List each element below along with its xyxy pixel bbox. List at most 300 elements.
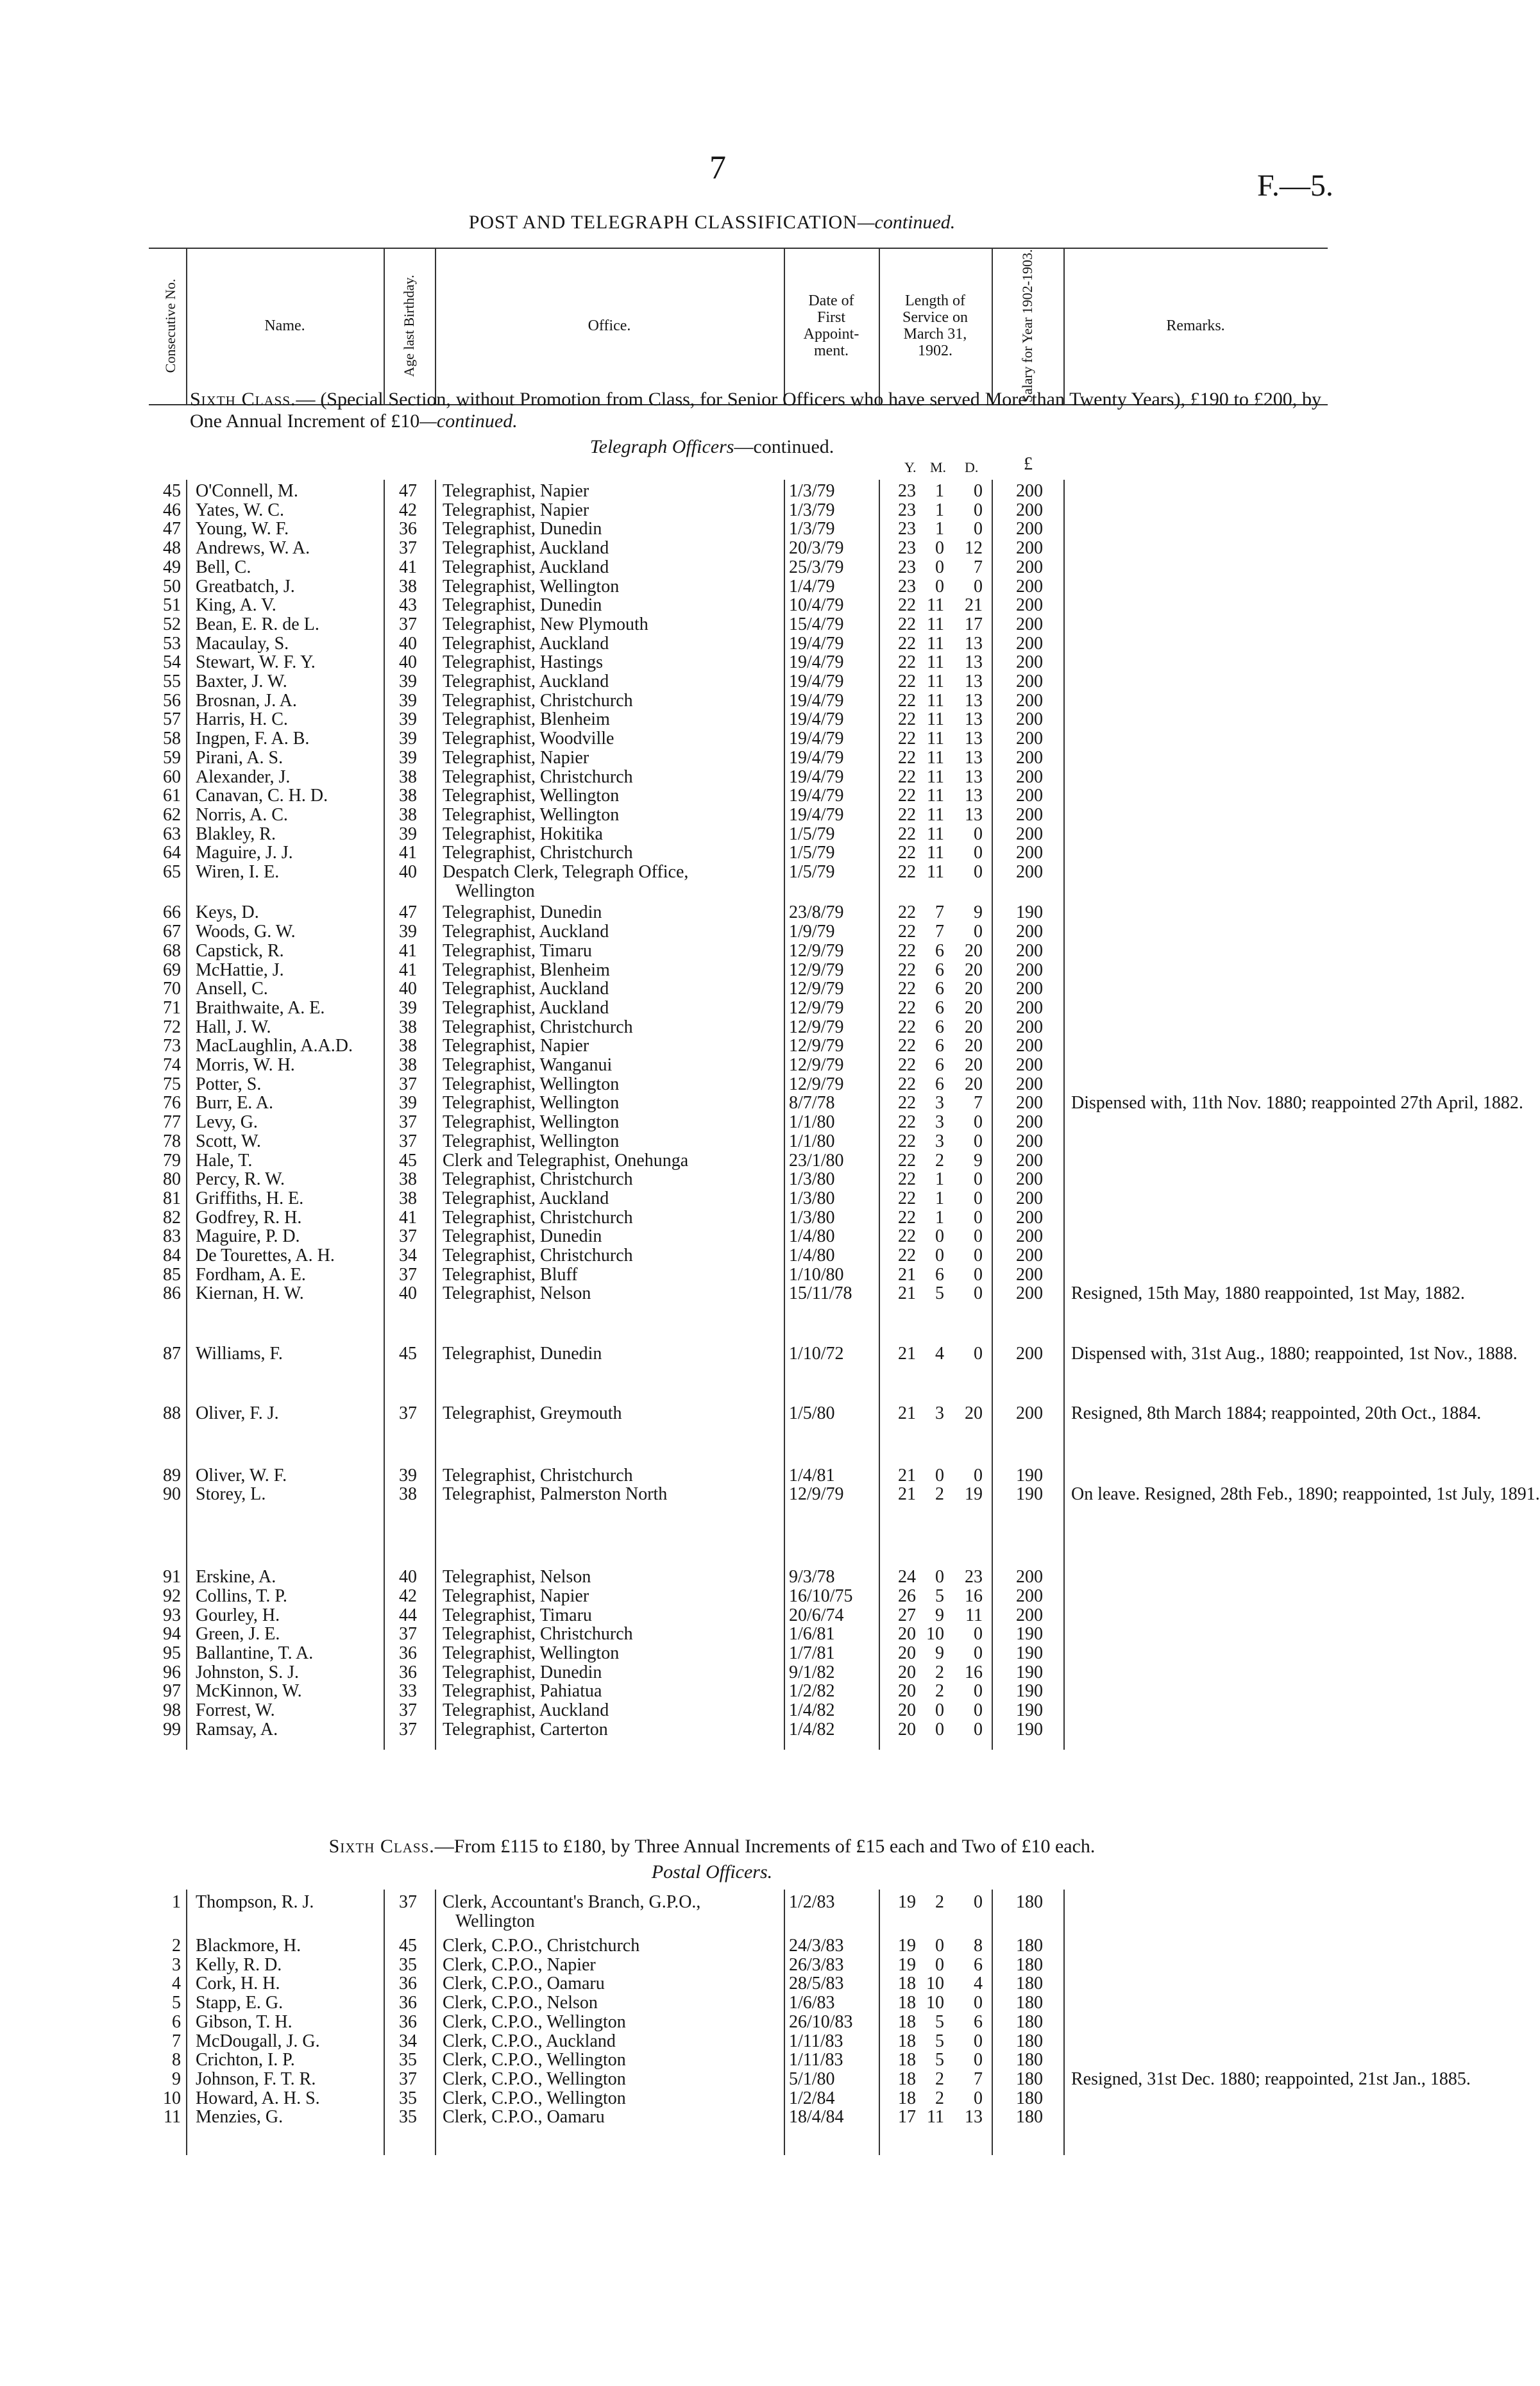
service-years: 22	[898, 595, 916, 616]
employee-name: Pirani, A. S.	[196, 747, 283, 768]
salary-value: 200	[1016, 519, 1043, 539]
employee-age: 44	[399, 1605, 417, 1625]
row-number: 47	[163, 519, 181, 539]
employee-age: 35	[399, 2050, 417, 2070]
salary-value: 200	[1016, 1112, 1043, 1133]
appointment-date: 26/10/83	[789, 2011, 853, 2032]
employee-office: Telegraphist, Christchurch	[443, 843, 633, 863]
salary-value: 200	[1016, 1605, 1043, 1625]
employee-age: 35	[399, 2088, 417, 2108]
service-months: 11	[927, 804, 944, 825]
appointment-date: 1/1/80	[789, 1131, 835, 1151]
row-number: 75	[163, 1074, 181, 1094]
service-months: 11	[927, 2107, 944, 2128]
service-years: 23	[898, 481, 916, 501]
employee-name: Canavan, C. H. D.	[196, 786, 328, 806]
service-years: 20	[898, 1719, 916, 1739]
employee-office: Telegraphist, Dunedin	[443, 1662, 602, 1682]
employee-name: Blackmore, H.	[196, 1936, 301, 1956]
employee-age: 37	[399, 1131, 417, 1151]
service-days: 20	[965, 1036, 983, 1056]
service-years: 22	[898, 786, 916, 806]
service-days: 0	[974, 1343, 983, 1364]
employee-age: 40	[399, 633, 417, 654]
appointment-date: 9/3/78	[789, 1567, 835, 1587]
employee-office: Telegraphist, Auckland	[443, 633, 609, 654]
employee-age: 45	[399, 1936, 417, 1956]
service-years: 22	[898, 1207, 916, 1228]
salary-value: 200	[1016, 1264, 1043, 1285]
employee-name: Stapp, E. G.	[196, 1993, 283, 2013]
employee-age: 41	[399, 940, 417, 961]
service-years: 21	[898, 1283, 916, 1304]
service-days: 0	[974, 824, 983, 844]
remarks-text: On leave. Resigned, 28th Feb., 1890; reappointed, 1st July, 1891.	[1071, 1484, 1540, 1505]
service-days: 13	[965, 766, 983, 787]
employee-age: 39	[399, 1465, 417, 1485]
employee-office: Clerk, C.P.O., Nelson	[443, 1993, 598, 2013]
employee-age: 36	[399, 1974, 417, 1994]
row-number: 64	[163, 843, 181, 863]
service-days: 0	[974, 519, 983, 539]
salary-value: 190	[1016, 1662, 1043, 1682]
service-months: 11	[927, 672, 944, 691]
service-days: 20	[965, 960, 983, 980]
employee-office: Telegraphist, Christchurch	[443, 690, 633, 711]
service-days: 0	[974, 1207, 983, 1228]
employee-name: Macaulay, S.	[196, 633, 289, 654]
service-days: 0	[974, 500, 983, 520]
salary-value: 200	[1016, 804, 1043, 825]
service-years: 20	[898, 1662, 916, 1682]
employee-office: Telegraphist, Blenheim	[443, 709, 610, 730]
header-remarks: Remarks.	[1166, 317, 1225, 334]
section2-class-label: Sixth Class.	[328, 1836, 435, 1857]
service-days: 0	[974, 1465, 983, 1485]
row-number: 55	[163, 672, 181, 691]
employee-name: Johnson, F. T. R.	[196, 2069, 316, 2089]
row-number: 61	[163, 786, 181, 806]
salary-value: 190	[1016, 1719, 1043, 1739]
employee-age: 36	[399, 1993, 417, 2013]
employee-age: 40	[399, 862, 417, 882]
employee-age: 37	[399, 1226, 417, 1247]
row-number: 57	[163, 709, 181, 730]
employee-office: Telegraphist, Timaru	[443, 1605, 592, 1625]
employee-office: Telegraphist, Napier	[443, 1586, 589, 1606]
employee-office: Telegraphist, Blenheim	[443, 960, 610, 980]
service-months: 0	[935, 1246, 944, 1265]
service-years: 18	[898, 2011, 916, 2032]
service-days: 13	[965, 633, 983, 654]
document-reference: F.—5.	[1257, 169, 1333, 203]
employee-office: Clerk, C.P.O., Wellington	[443, 2069, 626, 2089]
service-days: 12	[965, 538, 983, 559]
salary-value: 200	[1016, 709, 1043, 730]
service-years: 22	[898, 960, 916, 980]
employee-office: Telegraphist, Greymouth	[443, 1403, 622, 1423]
row-number: 79	[163, 1150, 181, 1171]
row-number: 9	[172, 2069, 181, 2089]
employee-office: Clerk, C.P.O., Wellington	[443, 2050, 626, 2070]
row-number: 94	[163, 1624, 181, 1645]
appointment-date: 1/5/79	[789, 843, 835, 863]
employee-age: 38	[399, 1036, 417, 1056]
employee-office: Clerk, C.P.O., Oamaru	[443, 1974, 605, 1994]
row-number: 98	[163, 1700, 181, 1721]
employee-name: Cork, H. H.	[196, 1974, 280, 1994]
row-number: 67	[163, 922, 181, 942]
appointment-date: 12/9/79	[789, 1055, 844, 1075]
employee-name: Andrews, W. A.	[196, 538, 310, 559]
service-days: 16	[965, 1662, 983, 1682]
employee-age: 36	[399, 1643, 417, 1663]
employee-office: Clerk, C.P.O., Wellington	[443, 2011, 626, 2032]
row-number: 51	[163, 595, 181, 616]
appointment-date: 19/4/79	[789, 652, 844, 673]
service-years: 22	[898, 633, 916, 654]
service-years: 22	[898, 1150, 916, 1171]
salary-value: 190	[1016, 1681, 1043, 1702]
employee-age: 37	[399, 1700, 417, 1721]
employee-age: 39	[399, 729, 417, 749]
row-number: 96	[163, 1662, 181, 1682]
salary-value: 200	[1016, 1567, 1043, 1587]
service-days: 0	[974, 1226, 983, 1247]
row-number: 78	[163, 1131, 181, 1151]
employee-name: McHattie, J.	[196, 960, 284, 980]
service-days: 0	[974, 1719, 983, 1739]
employee-name: Oliver, F. J.	[196, 1403, 279, 1423]
service-days: 0	[974, 2088, 983, 2108]
section2-subheading-text: Postal Officers.	[651, 1861, 773, 1883]
salary-value: 180	[1016, 2050, 1043, 2070]
service-months: 9	[935, 1605, 944, 1625]
service-years: 22	[898, 1055, 916, 1075]
salary-value: 200	[1016, 481, 1043, 501]
salary-value: 200	[1016, 1586, 1043, 1606]
salary-value: 200	[1016, 1055, 1043, 1075]
service-days: 20	[965, 1055, 983, 1075]
service-months: 0	[935, 1719, 944, 1739]
appointment-date: 1/5/80	[789, 1403, 835, 1423]
salary-value: 200	[1016, 1150, 1043, 1171]
employee-age: 38	[399, 786, 417, 806]
employee-office: Telegraphist, Dunedin	[443, 519, 602, 539]
row-number: 10	[163, 2088, 181, 2108]
employee-age: 38	[399, 1484, 417, 1505]
service-days: 4	[974, 1974, 983, 1994]
employee-name: Bell, C.	[196, 557, 251, 577]
employee-office: Telegraphist, Carterton	[443, 1719, 608, 1739]
service-years: 22	[898, 747, 916, 768]
row-number: 8	[172, 2050, 181, 2070]
appointment-date: 1/3/79	[789, 500, 835, 520]
appointment-date: 1/10/80	[789, 1264, 844, 1285]
salary-value: 200	[1016, 1169, 1043, 1190]
employee-age: 39	[399, 690, 417, 711]
unit-pound: £	[1024, 454, 1033, 474]
service-months: 2	[935, 1662, 944, 1682]
service-months: 5	[935, 1586, 944, 1606]
row-number: 88	[163, 1403, 181, 1423]
row-number: 7	[172, 2031, 181, 2051]
service-months: 11	[927, 862, 944, 882]
row-number: 2	[172, 1936, 181, 1956]
service-days: 20	[965, 1403, 983, 1423]
service-years: 22	[898, 1017, 916, 1037]
employee-name: Scott, W.	[196, 1131, 261, 1151]
employee-age: 43	[399, 595, 417, 616]
employee-age: 35	[399, 2107, 417, 2128]
appointment-date: 26/3/83	[789, 1954, 844, 1975]
row-number: 93	[163, 1605, 181, 1625]
employee-office: Telegraphist, New Plymouth	[443, 614, 648, 634]
row-number: 86	[163, 1283, 181, 1304]
remarks-text: Resigned, 15th May, 1880 reappointed, 1st May, 1882.	[1071, 1283, 1465, 1304]
service-days: 0	[974, 1643, 983, 1663]
appointment-date: 1/3/79	[789, 519, 835, 539]
service-months: 1	[935, 500, 944, 520]
service-years: 18	[898, 2031, 916, 2051]
salary-value: 200	[1016, 633, 1043, 654]
service-months: 5	[935, 1283, 944, 1304]
salary-value: 200	[1016, 1283, 1043, 1304]
service-months: 6	[935, 1074, 944, 1094]
employee-age: 39	[399, 824, 417, 844]
service-years: 21	[898, 1343, 916, 1364]
employee-age: 37	[399, 538, 417, 559]
employee-age: 41	[399, 1207, 417, 1228]
employee-office: Telegraphist, Nelson	[443, 1567, 591, 1587]
salary-value: 180	[1016, 2031, 1043, 2051]
employee-office: Clerk, C.P.O., Wellington	[443, 2088, 626, 2108]
remarks-text: Resigned, 31st Dec. 1880; reappointed, 21st Jan., 1885.	[1071, 2069, 1471, 2089]
service-months: 11	[927, 824, 944, 844]
appointment-date: 1/3/79	[789, 481, 835, 501]
salary-value: 200	[1016, 557, 1043, 577]
appointment-date: 18/4/84	[789, 2107, 844, 2128]
service-years: 19	[898, 1892, 916, 1912]
service-years: 22	[898, 997, 916, 1018]
appointment-date: 12/9/79	[789, 1074, 844, 1094]
employee-age: 39	[399, 922, 417, 942]
row-number: 99	[163, 1719, 181, 1739]
service-days: 0	[974, 1892, 983, 1912]
row-number: 90	[163, 1484, 181, 1505]
employee-name: Wiren, I. E.	[196, 862, 280, 882]
salary-value: 200	[1016, 1093, 1043, 1113]
salary-value: 200	[1016, 1403, 1043, 1423]
appointment-date: 15/4/79	[789, 614, 844, 634]
salary-value: 190	[1016, 1700, 1043, 1721]
appointment-date: 19/4/79	[789, 804, 844, 825]
employee-age: 39	[399, 747, 417, 768]
salary-value: 200	[1016, 824, 1043, 844]
appointment-date: 1/4/80	[789, 1246, 835, 1265]
row-number: 54	[163, 652, 181, 673]
service-days: 13	[965, 747, 983, 768]
service-years: 22	[898, 862, 916, 882]
service-months: 6	[935, 1055, 944, 1075]
employee-office: Telegraphist, Christchurch	[443, 1465, 633, 1485]
service-days: 0	[974, 2050, 983, 2070]
employee-name: O'Connell, M.	[196, 481, 298, 501]
employee-office: Clerk, C.P.O., Napier	[443, 1954, 596, 1975]
service-years: 26	[898, 1586, 916, 1606]
employee-office: Telegraphist, Christchurch	[443, 1169, 633, 1190]
employee-age: 37	[399, 2069, 417, 2089]
employee-office: Clerk and Telegraphist, Onehunga	[443, 1150, 689, 1171]
appointment-date: 12/9/79	[789, 1017, 844, 1037]
appointment-date: 10/4/79	[789, 595, 844, 616]
service-years: 22	[898, 824, 916, 844]
service-months: 6	[935, 979, 944, 999]
service-days: 0	[974, 1188, 983, 1208]
row-number: 72	[163, 1017, 181, 1037]
service-days: 0	[974, 1112, 983, 1133]
service-months: 7	[935, 902, 944, 923]
page-title-text: POST AND TELEGRAPH CLASSIFICATION	[468, 212, 858, 233]
employee-name: Woods, G. W.	[196, 922, 296, 942]
employee-name: Maguire, P. D.	[196, 1226, 300, 1247]
service-years: 18	[898, 2088, 916, 2108]
service-years: 20	[898, 1681, 916, 1702]
service-months: 10	[926, 1974, 944, 1994]
remarks-text: Dispensed with, 11th Nov. 1880; reappointed 27th April, 1882.	[1071, 1093, 1523, 1113]
service-months: 1	[935, 1169, 944, 1190]
header-name: Name.	[264, 317, 305, 334]
employee-age: 38	[399, 1188, 417, 1208]
service-years: 19	[898, 1954, 916, 1975]
employee-office: Telegraphist, Auckland	[443, 997, 609, 1018]
service-months: 1	[935, 1207, 944, 1228]
employee-age: 39	[399, 1093, 417, 1113]
employee-age: 37	[399, 1074, 417, 1094]
employee-name: McDougall, J. G.	[196, 2031, 320, 2051]
salary-value: 180	[1016, 1936, 1043, 1956]
appointment-date: 1/1/80	[789, 1112, 835, 1133]
service-months: 2	[935, 1681, 944, 1702]
salary-value: 180	[1016, 1954, 1043, 1975]
salary-value: 200	[1016, 1036, 1043, 1056]
appointment-date: 23/1/80	[789, 1150, 844, 1171]
service-days: 20	[965, 1074, 983, 1094]
employee-age: 41	[399, 960, 417, 980]
employee-age: 38	[399, 1055, 417, 1075]
employee-office: Telegraphist, Hokitika	[443, 824, 603, 844]
row-number: 97	[163, 1681, 181, 1702]
salary-value: 200	[1016, 843, 1043, 863]
employee-office: Telegraphist, Palmerston North	[443, 1484, 668, 1505]
employee-age: 47	[399, 481, 417, 501]
service-days: 7	[974, 557, 983, 577]
appointment-date: 20/3/79	[789, 538, 844, 559]
service-days: 0	[974, 2031, 983, 2051]
service-days: 7	[974, 1093, 983, 1113]
row-number: 77	[163, 1112, 181, 1133]
appointment-date: 12/9/79	[789, 1484, 844, 1505]
employee-name: Thompson, R. J.	[196, 1892, 314, 1912]
employee-name: Storey, L.	[196, 1484, 266, 1505]
service-months: 5	[935, 2050, 944, 2070]
employee-name: Yates, W. C.	[196, 500, 284, 520]
section-subheading	[0, 436, 1424, 458]
service-years: 23	[898, 538, 916, 559]
service-months: 0	[935, 1700, 944, 1721]
service-days: 0	[974, 1169, 983, 1190]
salary-value: 180	[1016, 2107, 1043, 2128]
service-days: 0	[974, 922, 983, 942]
service-months: 6	[935, 1264, 944, 1285]
appointment-date: 1/2/83	[789, 1892, 835, 1912]
row-number: 87	[163, 1343, 181, 1364]
salary-value: 180	[1016, 2011, 1043, 2032]
employee-age: 37	[399, 1719, 417, 1739]
salary-value: 200	[1016, 538, 1043, 559]
salary-value: 200	[1016, 672, 1043, 691]
service-days: 0	[974, 1993, 983, 2013]
employee-name: Percy, R. W.	[196, 1169, 285, 1190]
section-continued: —continued.	[419, 410, 518, 432]
service-years: 22	[898, 1112, 916, 1133]
service-months: 11	[927, 652, 944, 673]
subheading-text: Telegraph Officers	[589, 436, 734, 457]
employee-age: 45	[399, 1150, 417, 1171]
salary-value: 200	[1016, 747, 1043, 768]
salary-value: 200	[1016, 862, 1043, 882]
employee-name: Gourley, H.	[196, 1605, 280, 1625]
service-months: 0	[935, 576, 944, 596]
salary-value: 200	[1016, 500, 1043, 520]
row-number: 80	[163, 1169, 181, 1190]
appointment-date: 12/9/79	[789, 1036, 844, 1056]
row-number: 91	[163, 1567, 181, 1587]
service-months: 11	[927, 786, 944, 806]
header-office: Office.	[588, 317, 631, 334]
employee-age: 41	[399, 557, 417, 577]
appointment-date: 1/2/84	[789, 2088, 835, 2108]
row-number: 46	[163, 500, 181, 520]
employee-name: Hale, T.	[196, 1150, 253, 1171]
employee-age: 37	[399, 614, 417, 634]
employee-age: 36	[399, 2011, 417, 2032]
employee-office: Telegraphist, Auckland	[443, 922, 609, 942]
row-number: 73	[163, 1036, 181, 1056]
service-months: 2	[935, 2088, 944, 2108]
employee-name: Hall, J. W.	[196, 1017, 271, 1037]
service-years: 21	[898, 1403, 916, 1423]
service-days: 0	[974, 1283, 983, 1304]
service-months: 1	[935, 519, 944, 539]
employee-age: 38	[399, 1017, 417, 1037]
service-days: 13	[965, 690, 983, 711]
salary-value: 200	[1016, 595, 1043, 616]
service-months: 5	[935, 2031, 944, 2051]
employee-office: Telegraphist, Dunedin	[443, 1226, 602, 1247]
service-days: 0	[974, 862, 983, 882]
employee-age: 37	[399, 1264, 417, 1285]
employee-name: Potter, S.	[196, 1074, 262, 1094]
service-years: 22	[898, 729, 916, 749]
service-days: 8	[974, 1936, 983, 1956]
service-months: 0	[935, 1954, 944, 1975]
service-years: 20	[898, 1643, 916, 1663]
employee-office: Telegraphist, Christchurch	[443, 1017, 633, 1037]
service-days: 0	[974, 1700, 983, 1721]
employee-name: Young, W. F.	[196, 519, 289, 539]
service-days: 20	[965, 997, 983, 1018]
